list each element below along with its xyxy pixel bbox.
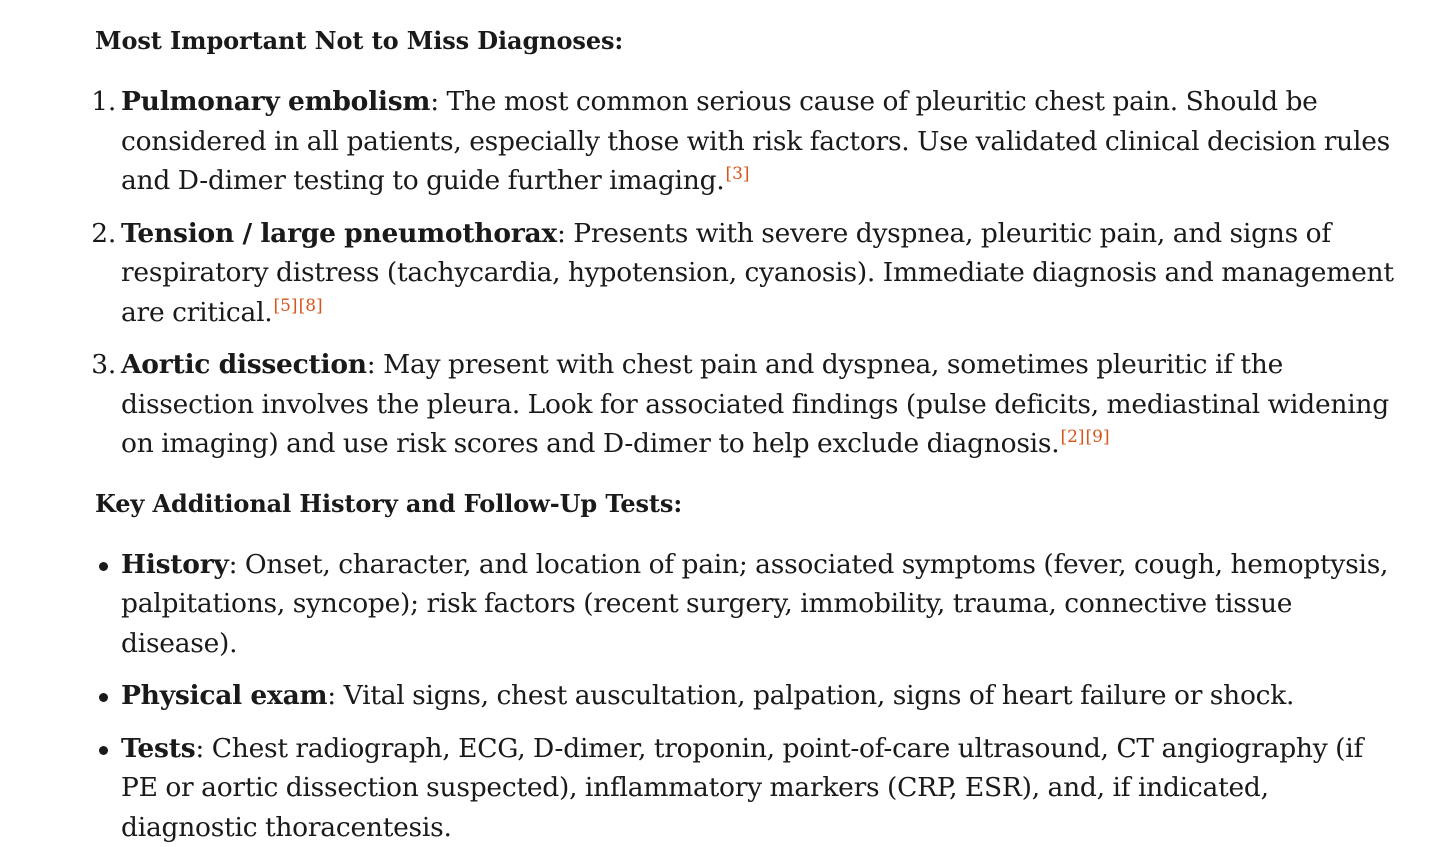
diagnoses-list <box>95 82 1396 464</box>
item-term: History <box>121 549 229 580</box>
item-description: : Onset, character, and location of pain; associated symptoms (fever, cough, hemoptysis, palpitations, syncope); risk factors (recent surgery, immobility, trauma, connective tissue disease). <box>121 549 1388 659</box>
diagnosis-term: Pulmonary embolism <box>121 86 430 117</box>
item-description: : Chest radiograph, ECG, D-dimer, troponin, point-of-care ultrasound, CT angiography (if PE or aortic dissection suspected), inflammatory markers (CRP, ESR), and, if indicated, diagnostic thoracentesis. <box>121 733 1363 843</box>
citation-link[interactable]: [2] <box>1060 427 1084 447</box>
list-number: 3. <box>86 345 116 385</box>
item-term: Physical exam <box>121 680 327 711</box>
bullet-icon <box>99 562 108 571</box>
citation-link[interactable]: [5] <box>273 296 297 316</box>
history-tests-list <box>95 545 1396 847</box>
list-item <box>95 345 1396 464</box>
citation-link[interactable]: [9] <box>1086 427 1110 447</box>
list-number: 2. <box>86 214 116 254</box>
item-term: Tests <box>121 733 195 764</box>
list-item <box>95 676 1396 716</box>
list-item <box>95 214 1396 333</box>
diagnosis-description: : May present with chest pain and dyspnea, sometimes pleuritic if the dissection involves the pleura. Look for associated findings (pulse deficits, mediastinal widening on imaging) and use risk scores and D-dimer to help exclude diagnosis. <box>121 349 1389 459</box>
diagnosis-term: Tension / large pneumothorax <box>121 218 557 249</box>
list-item <box>95 729 1396 847</box>
diagnosis-term: Aortic dissection <box>121 349 367 380</box>
list-item <box>95 82 1396 201</box>
citation-link[interactable]: [8] <box>299 296 323 316</box>
diagnosis-description: : The most common serious cause of pleuritic chest pain. Should be considered in all patients, especially those with risk factors. Use validated clinical decision rules and D-dimer testing to guide further imaging. <box>121 86 1390 196</box>
list-item <box>95 545 1396 664</box>
citation-link[interactable]: [3] <box>725 164 749 184</box>
section-heading-diagnoses: Most Important Not to Miss Diagnoses: <box>95 22 1396 60</box>
item-description: : Vital signs, chest auscultation, palpation, signs of heart failure or shock. <box>327 680 1294 711</box>
diagnosis-description: : Presents with severe dyspnea, pleuritic pain, and signs of respiratory distress (tachycardia, hypotension, cyanosis). Immediate diagnosis and management are critical. <box>121 218 1394 328</box>
section-heading-history-tests: Key Additional History and Follow-Up Tests: <box>95 485 1396 523</box>
bullet-icon <box>99 746 108 755</box>
list-number: 1. <box>86 82 116 122</box>
bullet-icon <box>99 693 108 702</box>
